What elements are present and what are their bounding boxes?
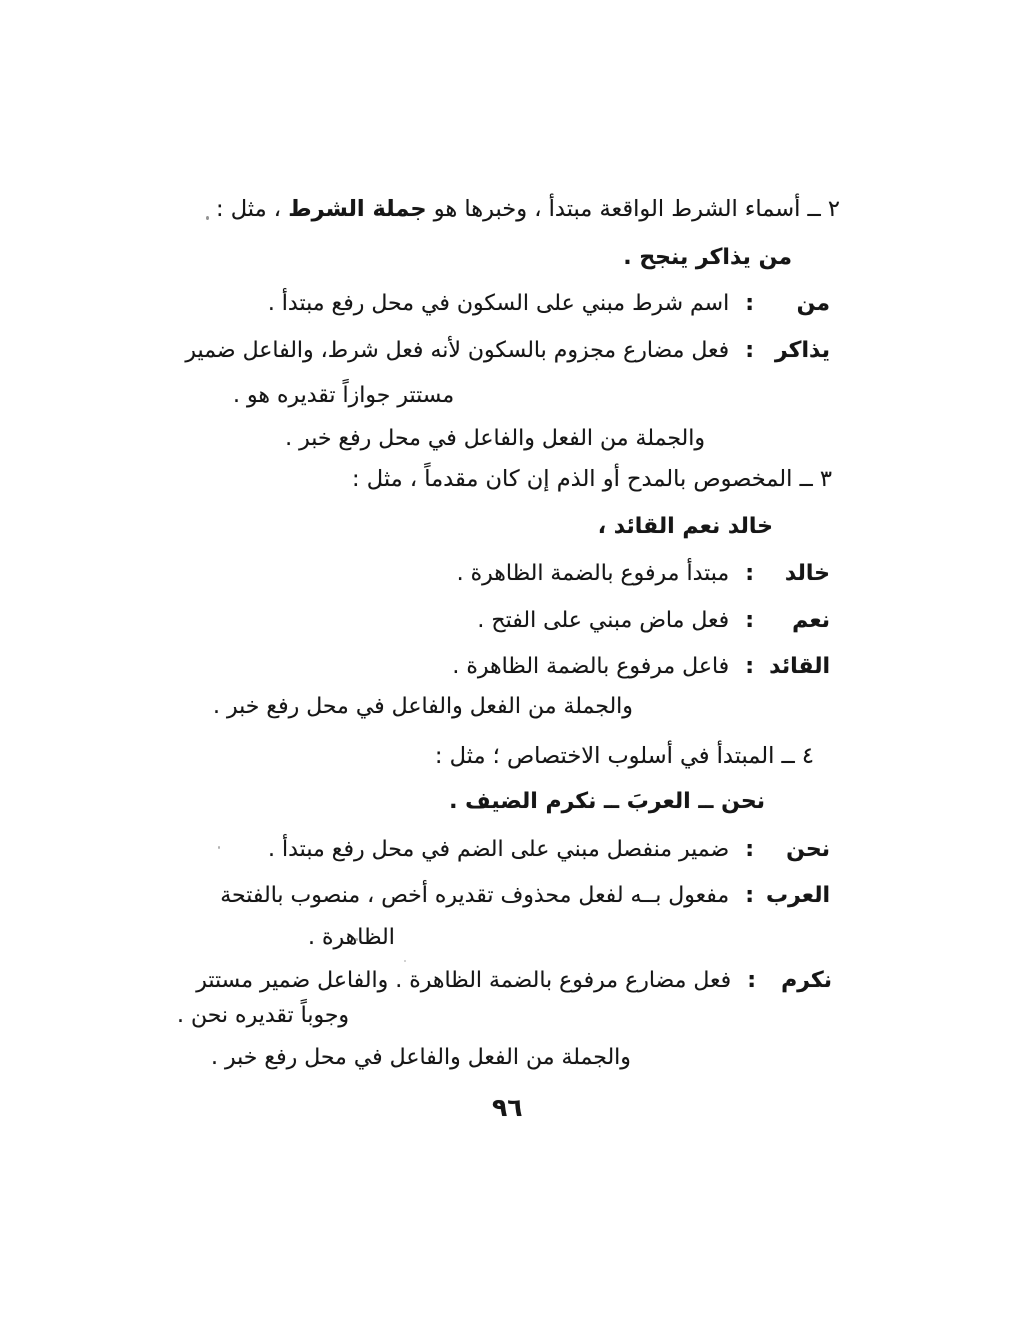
example-sentence: خالد نعم القائد ، xyxy=(597,514,773,539)
colon: : xyxy=(745,291,754,316)
term: القائد xyxy=(769,654,830,679)
term: يذاكر xyxy=(775,338,830,363)
term: نكرم xyxy=(781,968,832,993)
term: خالد xyxy=(784,561,830,586)
heading-text-tail: ، مثل : xyxy=(216,196,289,222)
colon: : xyxy=(745,561,754,586)
analysis-row xyxy=(457,559,830,589)
colon: : xyxy=(745,883,754,908)
definition: اسم شرط مبني على السكون في محل رفع مبتدأ . xyxy=(267,291,730,316)
analysis-row xyxy=(185,336,830,366)
definition: ضمير منفصل مبني على الضم في محل رفع مبتدأ . xyxy=(268,837,730,862)
term: نحن xyxy=(786,837,830,862)
heading-text: ٢ ــ أسماء الشرط الواقعة مبتدأ ، وخبرها هو xyxy=(426,196,840,222)
example-sentence: من يذاكر ينجح . xyxy=(623,245,792,270)
analysis-row xyxy=(452,652,830,682)
closing-sentence: والجملة من الفعل والفاعل في محل رفع خبر . xyxy=(213,694,633,719)
definition-continuation: مستتر جوازاً تقديره هو . xyxy=(233,383,455,408)
term: العرب xyxy=(765,883,830,908)
analysis-row xyxy=(220,881,830,911)
definition-continuation: وجوباً تقديره نحن . xyxy=(177,1003,350,1028)
definition: فعل مضارع مجزوم بالسكون لأنه فعل شرط، والفاعل ضمير xyxy=(185,338,730,363)
definition: فاعل مرفوع بالضمة الظاهرة . xyxy=(452,654,730,679)
definition: مبتدأ مرفوع بالضمة الظاهرة . xyxy=(456,561,730,586)
term: من xyxy=(796,291,830,316)
closing-sentence: والجملة من الفعل والفاعل في محل رفع خبر . xyxy=(285,426,705,451)
scan-speck xyxy=(206,216,209,220)
definition: فعل ماض مبني على الفتح . xyxy=(477,608,730,633)
section-heading-3 xyxy=(352,464,832,494)
analysis-row xyxy=(477,606,830,636)
heading-bold-text: جملة الشرط xyxy=(288,196,427,222)
colon: : xyxy=(747,968,756,993)
analysis-row xyxy=(268,835,830,865)
closing-sentence: والجملة من الفعل والفاعل في محل رفع خبر . xyxy=(211,1045,631,1070)
scan-speck xyxy=(355,938,358,941)
analysis-row xyxy=(196,966,832,996)
colon: : xyxy=(745,837,754,862)
term: نعم xyxy=(792,608,830,633)
colon: : xyxy=(745,338,754,363)
scan-speck xyxy=(404,960,406,962)
section-heading-4 xyxy=(435,741,814,771)
definition: مفعول بــه لفعل محذوف تقديره أخص ، منصوب بالفتحة xyxy=(220,883,730,908)
definition: فعل مضارع مرفوع بالضمة الظاهرة . والفاعل ضمير مستتر xyxy=(196,968,732,993)
heading-text: ٤ ــ المبتدأ في أسلوب الاختصاص ؛ مثل : xyxy=(434,743,814,769)
definition-continuation: الظاهرة . xyxy=(308,925,395,950)
section-heading-2 xyxy=(216,194,840,224)
colon: : xyxy=(745,654,754,679)
scan-speck xyxy=(218,846,220,849)
heading-text: ٣ ــ المخصوص بالمدح أو الذم إن كان مقدماً ، مثل : xyxy=(352,466,832,492)
page-number: ٩٦ xyxy=(492,1093,523,1122)
example-sentence: نحن ــ العربَ ــ نكرم الضيف . xyxy=(449,789,765,814)
analysis-row xyxy=(268,289,830,319)
colon: : xyxy=(745,608,754,633)
